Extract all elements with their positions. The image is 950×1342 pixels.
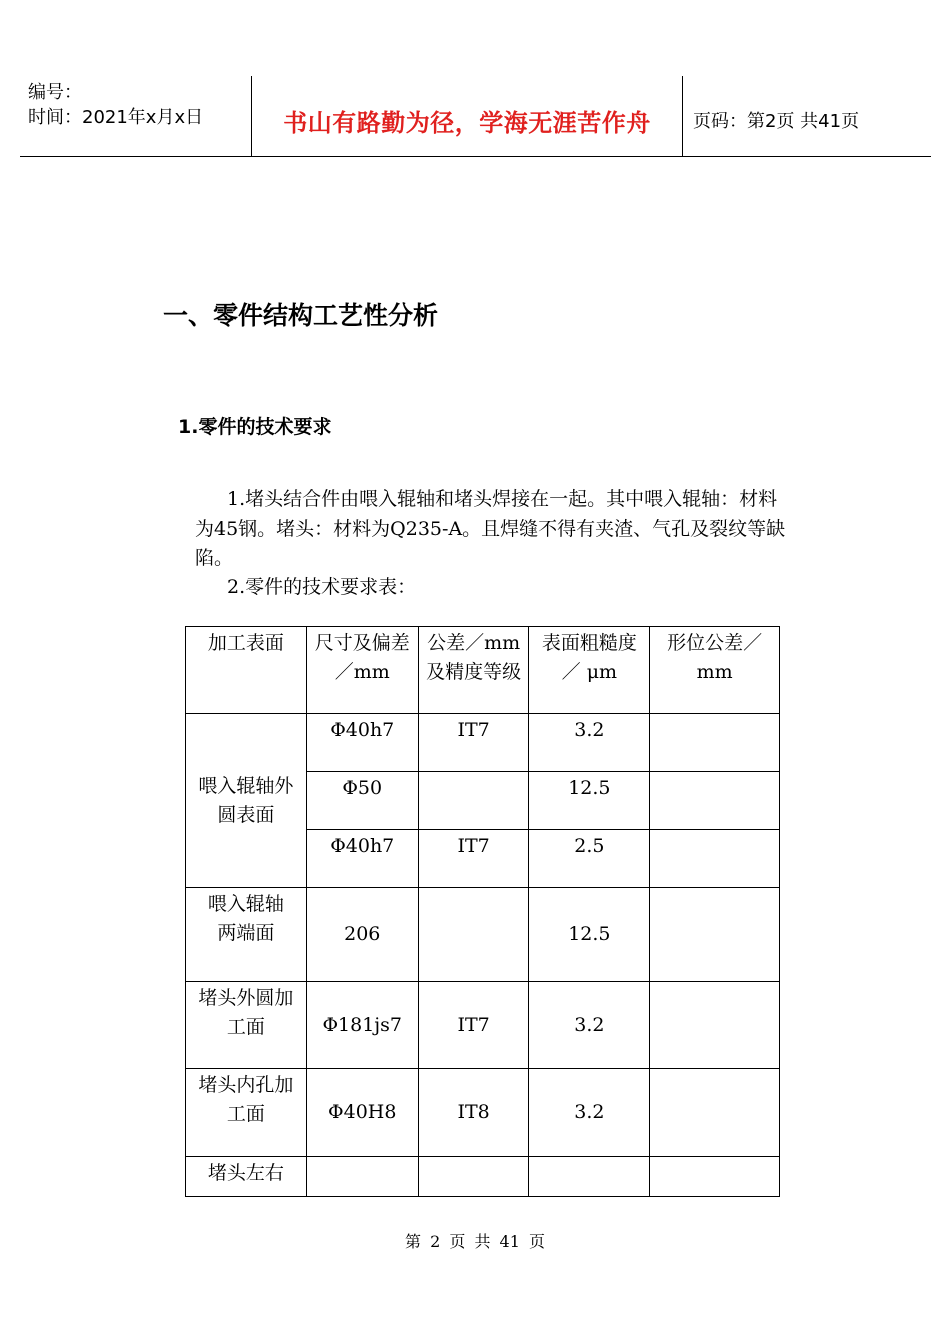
table-cell (650, 772, 780, 830)
table-cell: Φ40H8 (306, 1069, 418, 1157)
table-cell: 喂入辊轴两端面 (186, 888, 307, 982)
section-title: 一、零件结构工艺性分析 (163, 301, 439, 330)
header-cell: 公差／mm及精度等级 (418, 627, 529, 714)
table-row (186, 1069, 780, 1157)
table-row (186, 1157, 780, 1197)
table-cell (418, 888, 529, 982)
table-cell: 3.2 (529, 714, 650, 772)
table-cell: IT7 (418, 982, 529, 1069)
time-label: 时间：2021年x月x日 (28, 107, 204, 128)
header-motto: 书山有路勤为径，学海无涯苦作舟 (283, 109, 651, 137)
header-divider (682, 76, 683, 156)
header-cell: 加工表面 (186, 627, 307, 714)
table-cell: 3.2 (529, 982, 650, 1069)
table-row (186, 982, 780, 1069)
paragraph: 2.零件的技术要求表： (227, 576, 417, 598)
table-cell: IT7 (418, 714, 529, 772)
header-cell: 形位公差／mm (650, 627, 780, 714)
table-cell (650, 1069, 780, 1157)
sub-title: 1.零件的技术要求 (178, 416, 332, 438)
table-cell (418, 772, 529, 830)
header-cell: 尺寸及偏差／mm (306, 627, 418, 714)
table-cell (306, 1157, 418, 1197)
table-row (186, 888, 780, 982)
table-cell: 喂入辊轴外圆表面 (186, 714, 307, 888)
table-cell (650, 830, 780, 888)
table-header-row (186, 627, 780, 714)
table-cell: 12.5 (529, 888, 650, 982)
number-label: 编号： (28, 82, 82, 103)
table-cell (529, 1157, 650, 1197)
table-cell (418, 1157, 529, 1197)
table-cell: Φ40h7 (306, 714, 418, 772)
table-cell (650, 714, 780, 772)
header-cell: 表面粗糙度／ μm (529, 627, 650, 714)
table-cell: 206 (306, 888, 418, 982)
table-cell: Φ40h7 (306, 830, 418, 888)
table-cell (650, 888, 780, 982)
paragraph: 1.堵头结合件由喂入辊轴和堵头焊接在一起。其中喂入辊轴：材料为45钢。堵头：材料为Q235-A。且焊缝不得有夹渣、气孔及裂纹等缺陷。 (195, 488, 786, 569)
header-page-info: 页码：第2页 共41页 (693, 111, 860, 132)
table-cell: IT8 (418, 1069, 529, 1157)
table-row (186, 714, 780, 772)
table-cell (650, 1157, 780, 1197)
requirements-table (185, 626, 780, 1197)
table-cell (650, 982, 780, 1069)
table-cell: Φ50 (306, 772, 418, 830)
table-cell: 12.5 (529, 772, 650, 830)
header-meta (28, 80, 203, 130)
table-cell: 堵头外圆加工面 (186, 982, 307, 1069)
table-cell: 3.2 (529, 1069, 650, 1157)
table-cell: IT7 (418, 830, 529, 888)
page-footer: 第 2 页 共 41 页 (405, 1232, 545, 1251)
table-cell: Φ181js7 (306, 982, 418, 1069)
table-cell: 2.5 (529, 830, 650, 888)
table-cell: 堵头左右 (186, 1157, 307, 1197)
table-cell: 堵头内孔加工面 (186, 1069, 307, 1157)
page-header (20, 76, 931, 157)
